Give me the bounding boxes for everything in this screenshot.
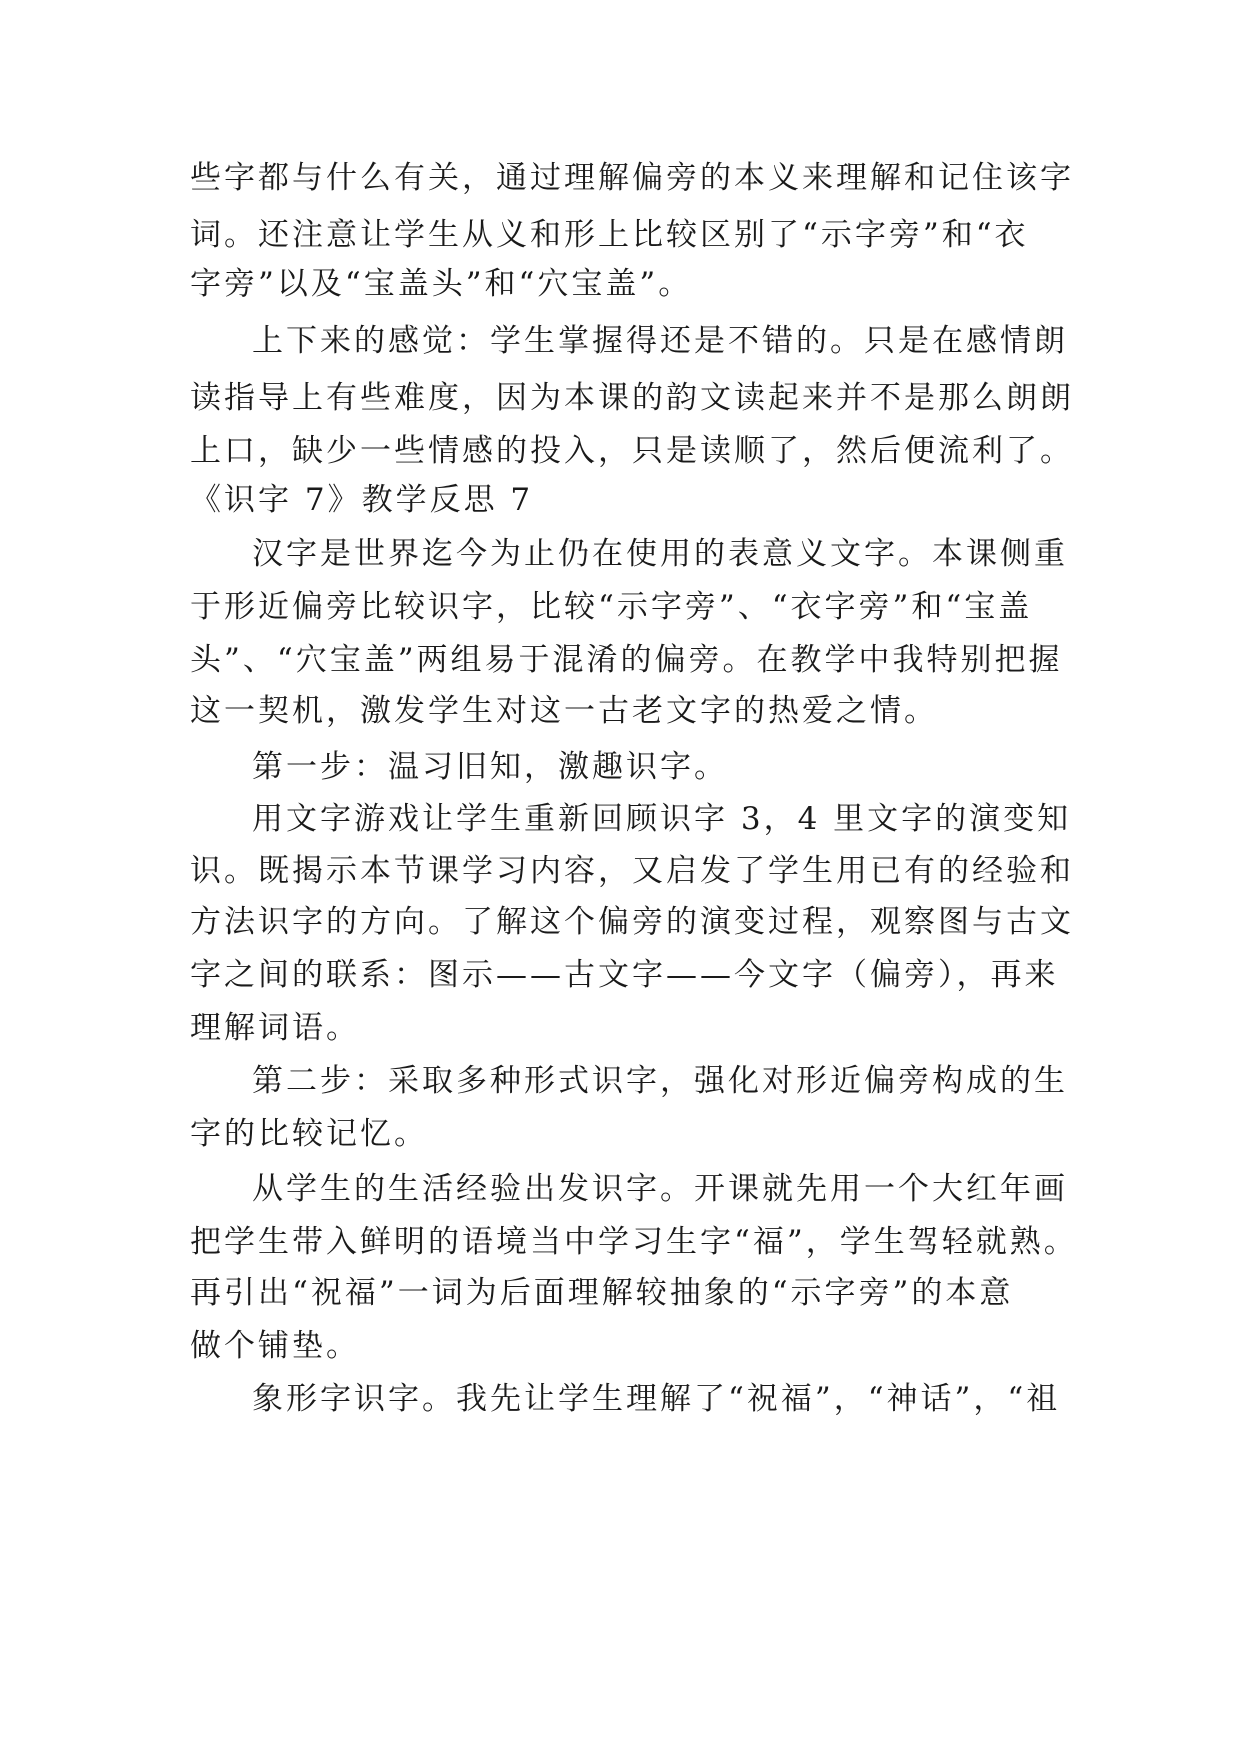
text-line: 这一契机，激发学生对这一古老文字的热爱之情。 [190, 693, 938, 729]
text-line: 从学生的生活经验出发识字。开课就先用一个大红年画 [252, 1171, 1068, 1207]
text-line: 字旁”以及“宝盖头”和“穴宝盖”。 [190, 266, 693, 302]
text-line: 读指导上有些难度，因为本课的韵文读起来并不是那么朗朗 [190, 380, 1074, 416]
text-line: 理解词语。 [190, 1010, 360, 1046]
text-line: 第二步：采取多种形式识字，强化对形近偏旁构成的生 [252, 1063, 1068, 1099]
text-line: 做个铺垫。 [190, 1328, 360, 1364]
text-line: 头”、“穴宝盖”两组易于混淆的偏旁。在教学中我特别把握 [190, 642, 1063, 678]
text-line: 方法识字的方向。了解这个偏旁的演变过程，观察图与古文 [190, 904, 1074, 940]
text-line: 汉字是世界迄今为止仍在使用的表意义文字。本课侧重 [252, 536, 1068, 572]
text-line: 上口，缺少一些情感的投入，只是读顺了，然后便流利了。 [190, 433, 1074, 469]
section-heading: 《识字 7》教学反思 7 [190, 482, 534, 518]
text-line: 识。既揭示本节课学习内容，又启发了学生用已有的经验和 [190, 853, 1074, 889]
text-line: 上下来的感觉：学生掌握得还是不错的。只是在感情朗 [252, 323, 1068, 359]
text-line: 把学生带入鲜明的语境当中学习生字“福”，学生驾轻就熟。 [190, 1224, 1078, 1260]
text-line: 字的比较记忆。 [190, 1116, 428, 1152]
text-line: 用文字游戏让学生重新回顾识字 3，4 里文字的演变知 [252, 801, 1072, 837]
text-line: 词。还注意让学生从义和形上比较区别了“示字旁”和“衣 [190, 217, 1029, 253]
text-line: 第一步：温习旧知，激趣识字。 [252, 749, 728, 785]
text-line: 再引出“祝福”一词为后面理解较抽象的“示字旁”的本意 [190, 1275, 1014, 1311]
text-line: 些字都与什么有关，通过理解偏旁的本义来理解和记住该字 [190, 160, 1074, 196]
text-line: 字之间的联系：图示——古文字——今文字（偏旁），再来 [190, 957, 1059, 993]
text-line: 于形近偏旁比较识字，比较“示字旁”、“衣字旁”和“宝盖 [190, 589, 1033, 625]
text-line: 象形字识字。我先让学生理解了“祝福”，“神话”，“祖 [252, 1381, 1061, 1417]
